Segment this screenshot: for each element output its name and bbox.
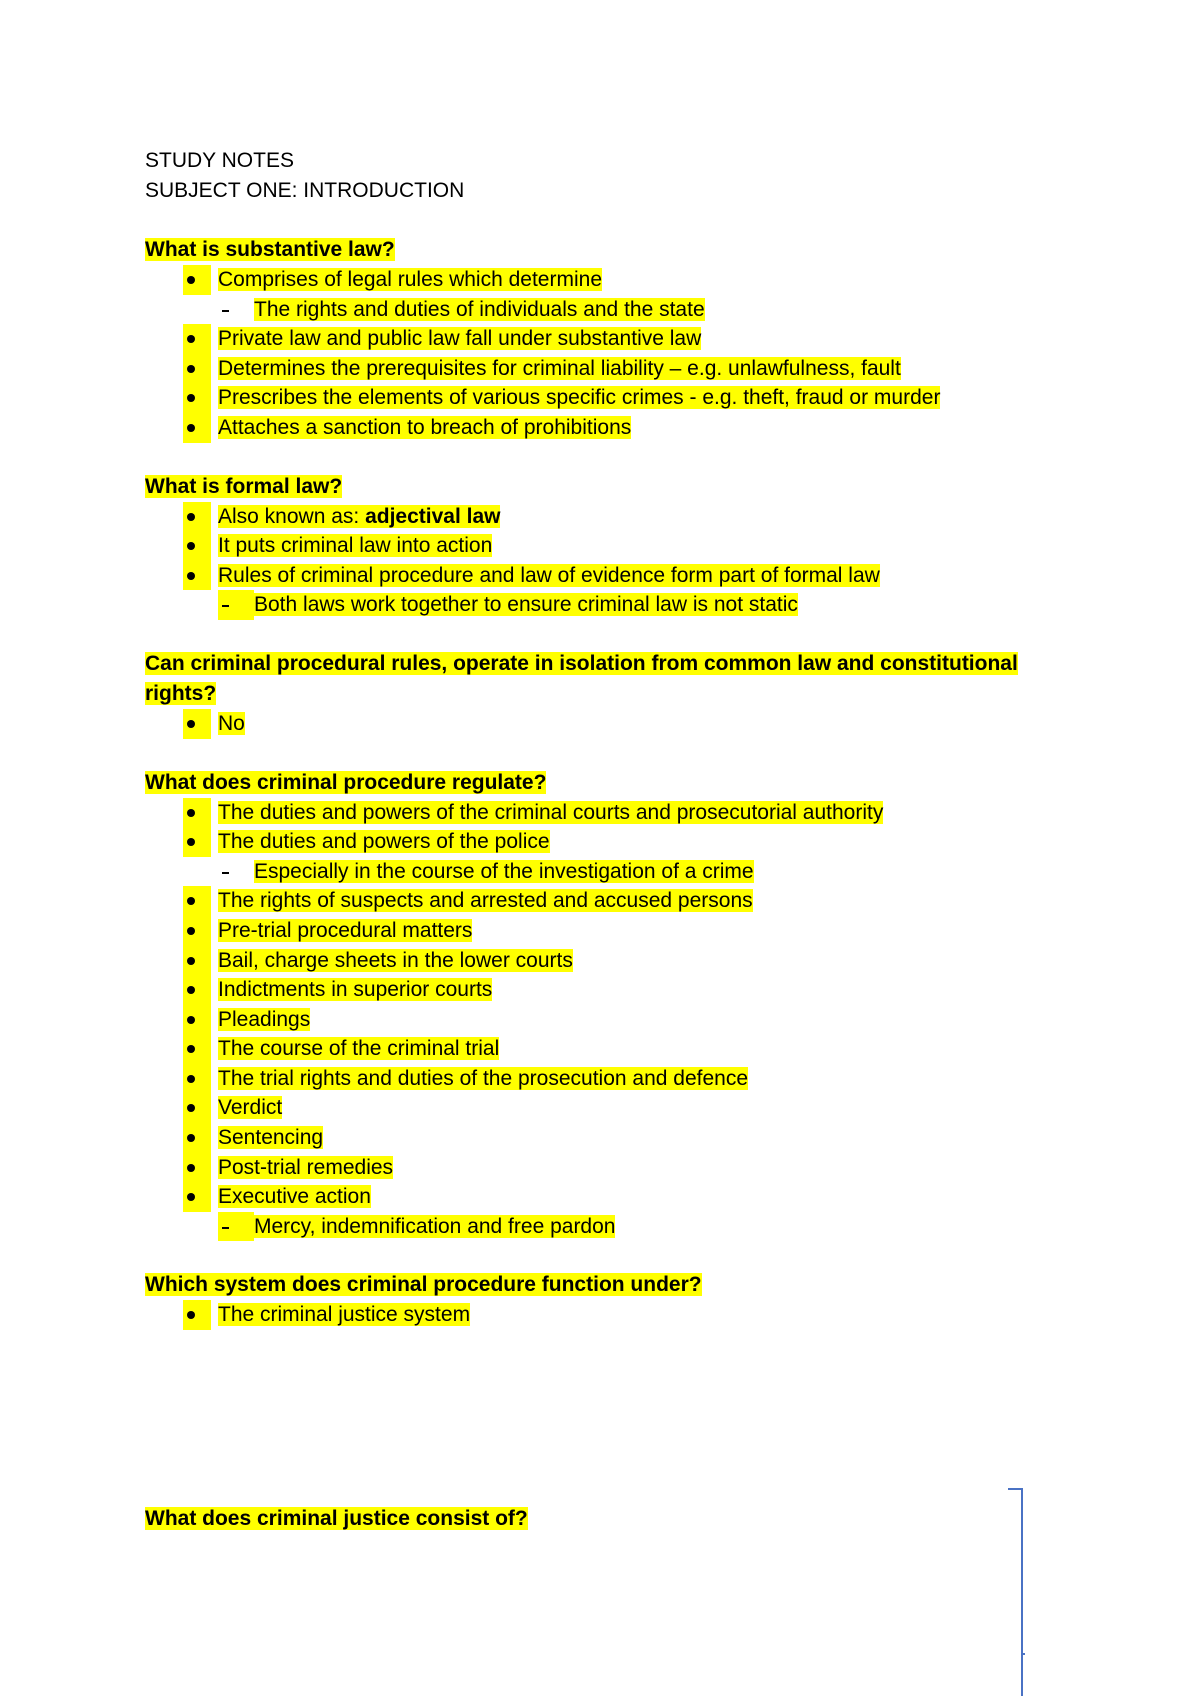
bullet-icon <box>183 531 211 561</box>
list-item: Indictments in superior courts <box>145 975 1045 1005</box>
bracket-icon <box>1007 1488 1025 1696</box>
list-item: The criminal justice system <box>145 1300 1045 1330</box>
list-item: No <box>145 709 1045 739</box>
bullet-icon <box>183 383 211 413</box>
list-item: Sentencing <box>145 1123 1045 1153</box>
bullet-icon <box>183 1005 211 1035</box>
list-item: The rights of suspects and arrested and accused persons <box>145 886 1045 916</box>
list-item: Private law and public law fall under substantive law <box>145 324 1045 354</box>
list-item: The duties and powers of the criminal courts and prosecutorial authority <box>145 798 1045 828</box>
list-item: Determines the prerequisites for criminal liability – e.g. unlawfulness, fault <box>145 354 1045 384</box>
question-heading: What is formal law? <box>145 474 343 498</box>
bullet-icon <box>183 413 211 443</box>
bullet-icon <box>183 324 211 354</box>
bullet-icon <box>183 1182 211 1212</box>
bullet-icon <box>183 946 211 976</box>
bullet-icon <box>183 709 211 739</box>
bullet-icon <box>183 1123 211 1153</box>
bullet-list <box>145 502 1045 620</box>
list-item: It puts criminal law into action <box>145 531 1045 561</box>
bullet-icon <box>183 1064 211 1094</box>
question-heading-last: What does criminal justice consist of? <box>145 1507 528 1530</box>
list-item: Also known as: adjectival law <box>145 502 1045 532</box>
sub-item: Especially in the course of the investigation of a crime <box>145 857 1045 887</box>
bullet-list <box>145 798 1045 1242</box>
bullet-icon <box>183 916 211 946</box>
bullet-icon <box>183 1034 211 1064</box>
bullet-icon <box>183 975 211 1005</box>
bullet-icon <box>183 1153 211 1183</box>
doc-subtitle: SUBJECT ONE: INTRODUCTION <box>145 179 465 202</box>
list-item: Pre-trial procedural matters <box>145 916 1045 946</box>
sub-item: Both laws work together to ensure criminal law is not static <box>145 590 1045 620</box>
bullet-icon <box>183 354 211 384</box>
list-item: Executive action <box>145 1182 1045 1212</box>
bullet-list <box>145 265 1045 443</box>
doc-title: STUDY NOTES <box>145 149 294 172</box>
list-item: Prescribes the elements of various specific crimes - e.g. theft, fraud or murder <box>145 383 1045 413</box>
bullet-icon <box>183 798 211 828</box>
bullet-icon <box>183 502 211 532</box>
bullet-icon <box>183 265 211 295</box>
sub-item: The rights and duties of individuals and the state <box>145 295 1045 325</box>
bullet-list <box>145 1300 1045 1330</box>
question-heading: Which system does criminal procedure function under? <box>145 1273 702 1297</box>
list-item: The duties and powers of the police <box>145 827 1045 857</box>
document-page <box>145 146 1045 1330</box>
list-item: Bail, charge sheets in the lower courts <box>145 946 1045 976</box>
bullet-icon <box>183 886 211 916</box>
dash-icon <box>218 857 254 887</box>
bold-term: adjectival law <box>365 504 501 528</box>
list-item: Rules of criminal procedure and law of evidence form part of formal law <box>145 561 1045 591</box>
list-item: Pleadings <box>145 1005 1045 1035</box>
bullet-icon <box>183 1093 211 1123</box>
question-heading: Can criminal procedural rules, operate in isolation from common law and constitutional rights? <box>145 651 1018 705</box>
list-item: The course of the criminal trial <box>145 1034 1045 1064</box>
question-heading: What does criminal procedure regulate? <box>145 770 547 794</box>
bullet-list <box>145 709 1045 739</box>
bullet-icon <box>183 1300 211 1330</box>
list-item: The trial rights and duties of the prosecution and defence <box>145 1064 1045 1094</box>
dash-icon <box>218 1212 254 1242</box>
list-item: Post-trial remedies <box>145 1153 1045 1183</box>
bullet-icon <box>183 827 211 857</box>
dash-icon <box>218 590 254 620</box>
list-item: Verdict <box>145 1093 1045 1123</box>
question-heading: What is substantive law? <box>145 238 395 261</box>
list-item: Attaches a sanction to breach of prohibitions <box>145 413 1045 443</box>
dash-icon <box>218 295 254 325</box>
list-item: Comprises of legal rules which determine <box>145 265 1045 295</box>
bullet-icon <box>183 561 211 591</box>
sub-item: Mercy, indemnification and free pardon <box>145 1212 1045 1242</box>
